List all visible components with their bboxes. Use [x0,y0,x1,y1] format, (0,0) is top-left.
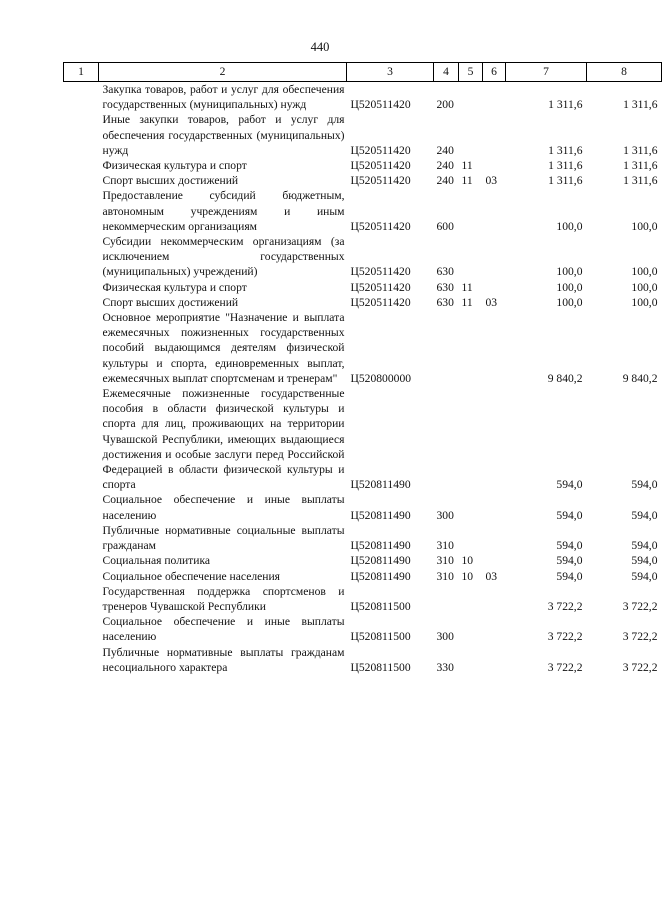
row-col7: 1 311,6 [548,159,583,173]
row-col4: 630 [436,280,454,294]
column-header-4: 4 [434,63,459,82]
row-col5: 10 [461,554,474,568]
row-col5 [459,188,483,234]
row-col5 [459,386,483,492]
row-description: Публичные нормативные выплаты гражданам несоциального характера [102,645,345,674]
column-header-1: 1 [64,63,99,82]
row-col5 [459,645,483,675]
row-code: Ц520511420 [350,280,411,294]
row-col8: 3 722,2 [622,599,658,613]
row-col6 [483,310,506,386]
row-col4: 240 [436,174,454,188]
row-code: Ц520511420 [350,143,411,157]
row-col6 [483,523,506,553]
row-col5: 11 [461,174,473,188]
row-col5 [459,492,483,522]
column-header-6: 6 [483,63,506,82]
table-header-row [64,63,662,82]
row-col8: 1 311,6 [623,98,658,112]
table-row [64,553,662,568]
row-description: Предоставление субсидий бюджетным, автономным учреждениям и иным некоммерческим организациям [102,189,345,233]
row-col4: 240 [436,143,454,157]
row-col6: 03 [485,569,498,583]
row-col5 [459,234,483,280]
table-row [64,158,662,173]
row-col7: 3 722,2 [547,660,583,674]
row-code: Ц520811490 [350,508,411,522]
row-col4 [434,310,459,386]
row-description: Социальная политика [102,554,211,568]
row-col6 [483,158,506,173]
column-header-3: 3 [347,63,434,82]
row-col5 [459,310,483,386]
row-col8: 1 311,6 [623,143,658,157]
row-col4: 300 [436,630,454,644]
row-col7: 1 311,6 [548,98,583,112]
row-col8: 594,0 [631,478,658,492]
row-col7: 3 722,2 [547,599,583,613]
row-description: Ежемесячные пожизненные государственные пособия в области физической культуры и спорта для лиц, проживающих на территории Чувашской Республики, имеющих выдающиеся достижения и особые заслуги перед Российской Федерацией в области физической культуры и спорта [102,387,345,492]
row-col8: 1 311,6 [623,174,658,188]
row-col5 [459,614,483,644]
row-col4: 200 [436,98,454,112]
table-row [64,614,662,644]
table-row [64,295,662,310]
row-col8: 594,0 [631,539,658,553]
row-col8: 1 311,6 [623,159,658,173]
row-description: Субсидии некоммерческим организациям (за исключением государственных (муниципальных) учреждений) [102,235,345,279]
row-col6 [483,553,506,568]
row-col5 [459,523,483,553]
row-col8: 100,0 [631,295,658,309]
row-col8: 594,0 [631,508,658,522]
table-row [64,112,662,158]
row-description: Публичные нормативные социальные выплаты гражданам [102,523,345,553]
table-row [64,234,662,280]
row-col6 [483,492,506,522]
row-col8: 100,0 [631,280,658,294]
row-code: Ц520811490 [350,539,411,553]
row-col7: 100,0 [556,295,583,309]
row-col6: 03 [485,295,498,309]
table-row [64,523,662,553]
row-code: Ц520811490 [350,569,411,583]
row-col5: 11 [461,280,473,294]
row-col6 [483,82,506,113]
row-col6 [483,645,506,675]
table-row [64,188,662,234]
row-code: Ц520800000 [350,371,412,385]
column-header-7: 7 [506,63,587,82]
row-col7: 1 311,6 [548,174,583,188]
row-description: Спорт высших достижений [102,174,239,188]
column-header-5: 5 [459,63,483,82]
row-code: Ц520511420 [350,265,411,279]
row-col8: 100,0 [631,219,658,233]
row-code: Ц520811490 [350,554,411,568]
row-col8: 3 722,2 [622,630,658,644]
row-col7: 594,0 [556,539,583,553]
row-description: Закупка товаров, работ и услуг для обеспечения государственных (муниципальных) нужд [102,83,345,112]
row-col4: 300 [436,508,454,522]
row-col6 [483,386,506,492]
row-col4: 630 [436,295,454,309]
row-col4: 310 [436,539,454,553]
row-code: Ц520511420 [350,98,411,112]
table-row [64,386,662,492]
row-col4 [434,584,459,614]
row-code: Ц520811500 [350,660,411,674]
column-header-2: 2 [99,63,347,82]
row-code: Ц520811500 [350,630,411,644]
row-description: Спорт высших достижений [102,295,239,309]
row-col7: 594,0 [556,569,583,583]
row-description: Иные закупки товаров, работ и услуг для обеспечения государственных (муниципальных) нужд [102,113,345,157]
row-col7: 100,0 [556,280,583,294]
row-col7: 100,0 [556,219,583,233]
row-col6 [483,112,506,158]
row-col7: 9 840,2 [547,371,583,385]
page-number: 440 [310,40,330,54]
row-col4: 330 [436,660,454,674]
row-col5: 11 [461,159,473,173]
budget-table [63,62,662,675]
column-header-8: 8 [587,63,662,82]
row-description: Социальное обеспечение и иные выплаты населению [102,493,345,522]
row-col6 [483,614,506,644]
table-row [64,82,662,113]
row-col6: 03 [485,174,498,188]
table-row [64,584,662,614]
row-col8: 100,0 [631,265,658,279]
row-col4: 310 [436,554,454,568]
row-description: Физическая культура и спорт [102,159,247,173]
row-col8: 3 722,2 [622,660,658,674]
row-col4 [434,386,459,492]
row-description: Государственная поддержка спортсменов и тренеров Чувашской Республики [102,584,345,613]
row-col6 [483,188,506,234]
row-col6 [483,280,506,295]
row-col6 [483,584,506,614]
row-code: Ц520511420 [350,159,411,173]
row-col5 [459,112,483,158]
row-col4: 600 [436,219,454,233]
row-col6 [483,234,506,280]
row-col4: 240 [436,159,454,173]
table-row [64,492,662,522]
table-row [64,645,662,675]
row-col4: 630 [436,265,454,279]
row-col4: 310 [436,569,454,583]
row-description: Основное мероприятие "Назначение и выплата ежемесячных пожизненных государственных пособий выдающимся деятелям физической культуры и спорта, единовременных выплат, ежемесячных выплат спортсменам и тренерам" [102,311,345,385]
table-row [64,569,662,584]
row-col7: 594,0 [556,478,583,492]
row-col5: 10 [461,569,474,583]
table-row [64,173,662,188]
row-col7: 3 722,2 [547,630,583,644]
row-code: Ц520511420 [350,174,411,188]
row-col7: 100,0 [556,265,583,279]
row-col5 [459,584,483,614]
row-description: Социальное обеспечение и иные выплаты населению [102,615,345,644]
row-col5 [459,82,483,113]
row-code: Ц520511420 [350,295,411,309]
row-col8: 594,0 [631,569,658,583]
row-col8: 9 840,2 [622,371,658,385]
row-col5: 11 [461,295,473,309]
row-col7: 594,0 [556,554,583,568]
row-col7: 594,0 [556,508,583,522]
table-row [64,310,662,386]
row-code: Ц520811500 [350,599,411,613]
row-description: Социальное обеспечение населения [102,569,281,583]
row-col7: 1 311,6 [548,143,583,157]
row-code: Ц520811490 [350,478,411,492]
row-code: Ц520511420 [350,219,411,233]
row-col8: 594,0 [631,554,658,568]
table-row [64,280,662,295]
row-description: Физическая культура и спорт [102,280,247,294]
